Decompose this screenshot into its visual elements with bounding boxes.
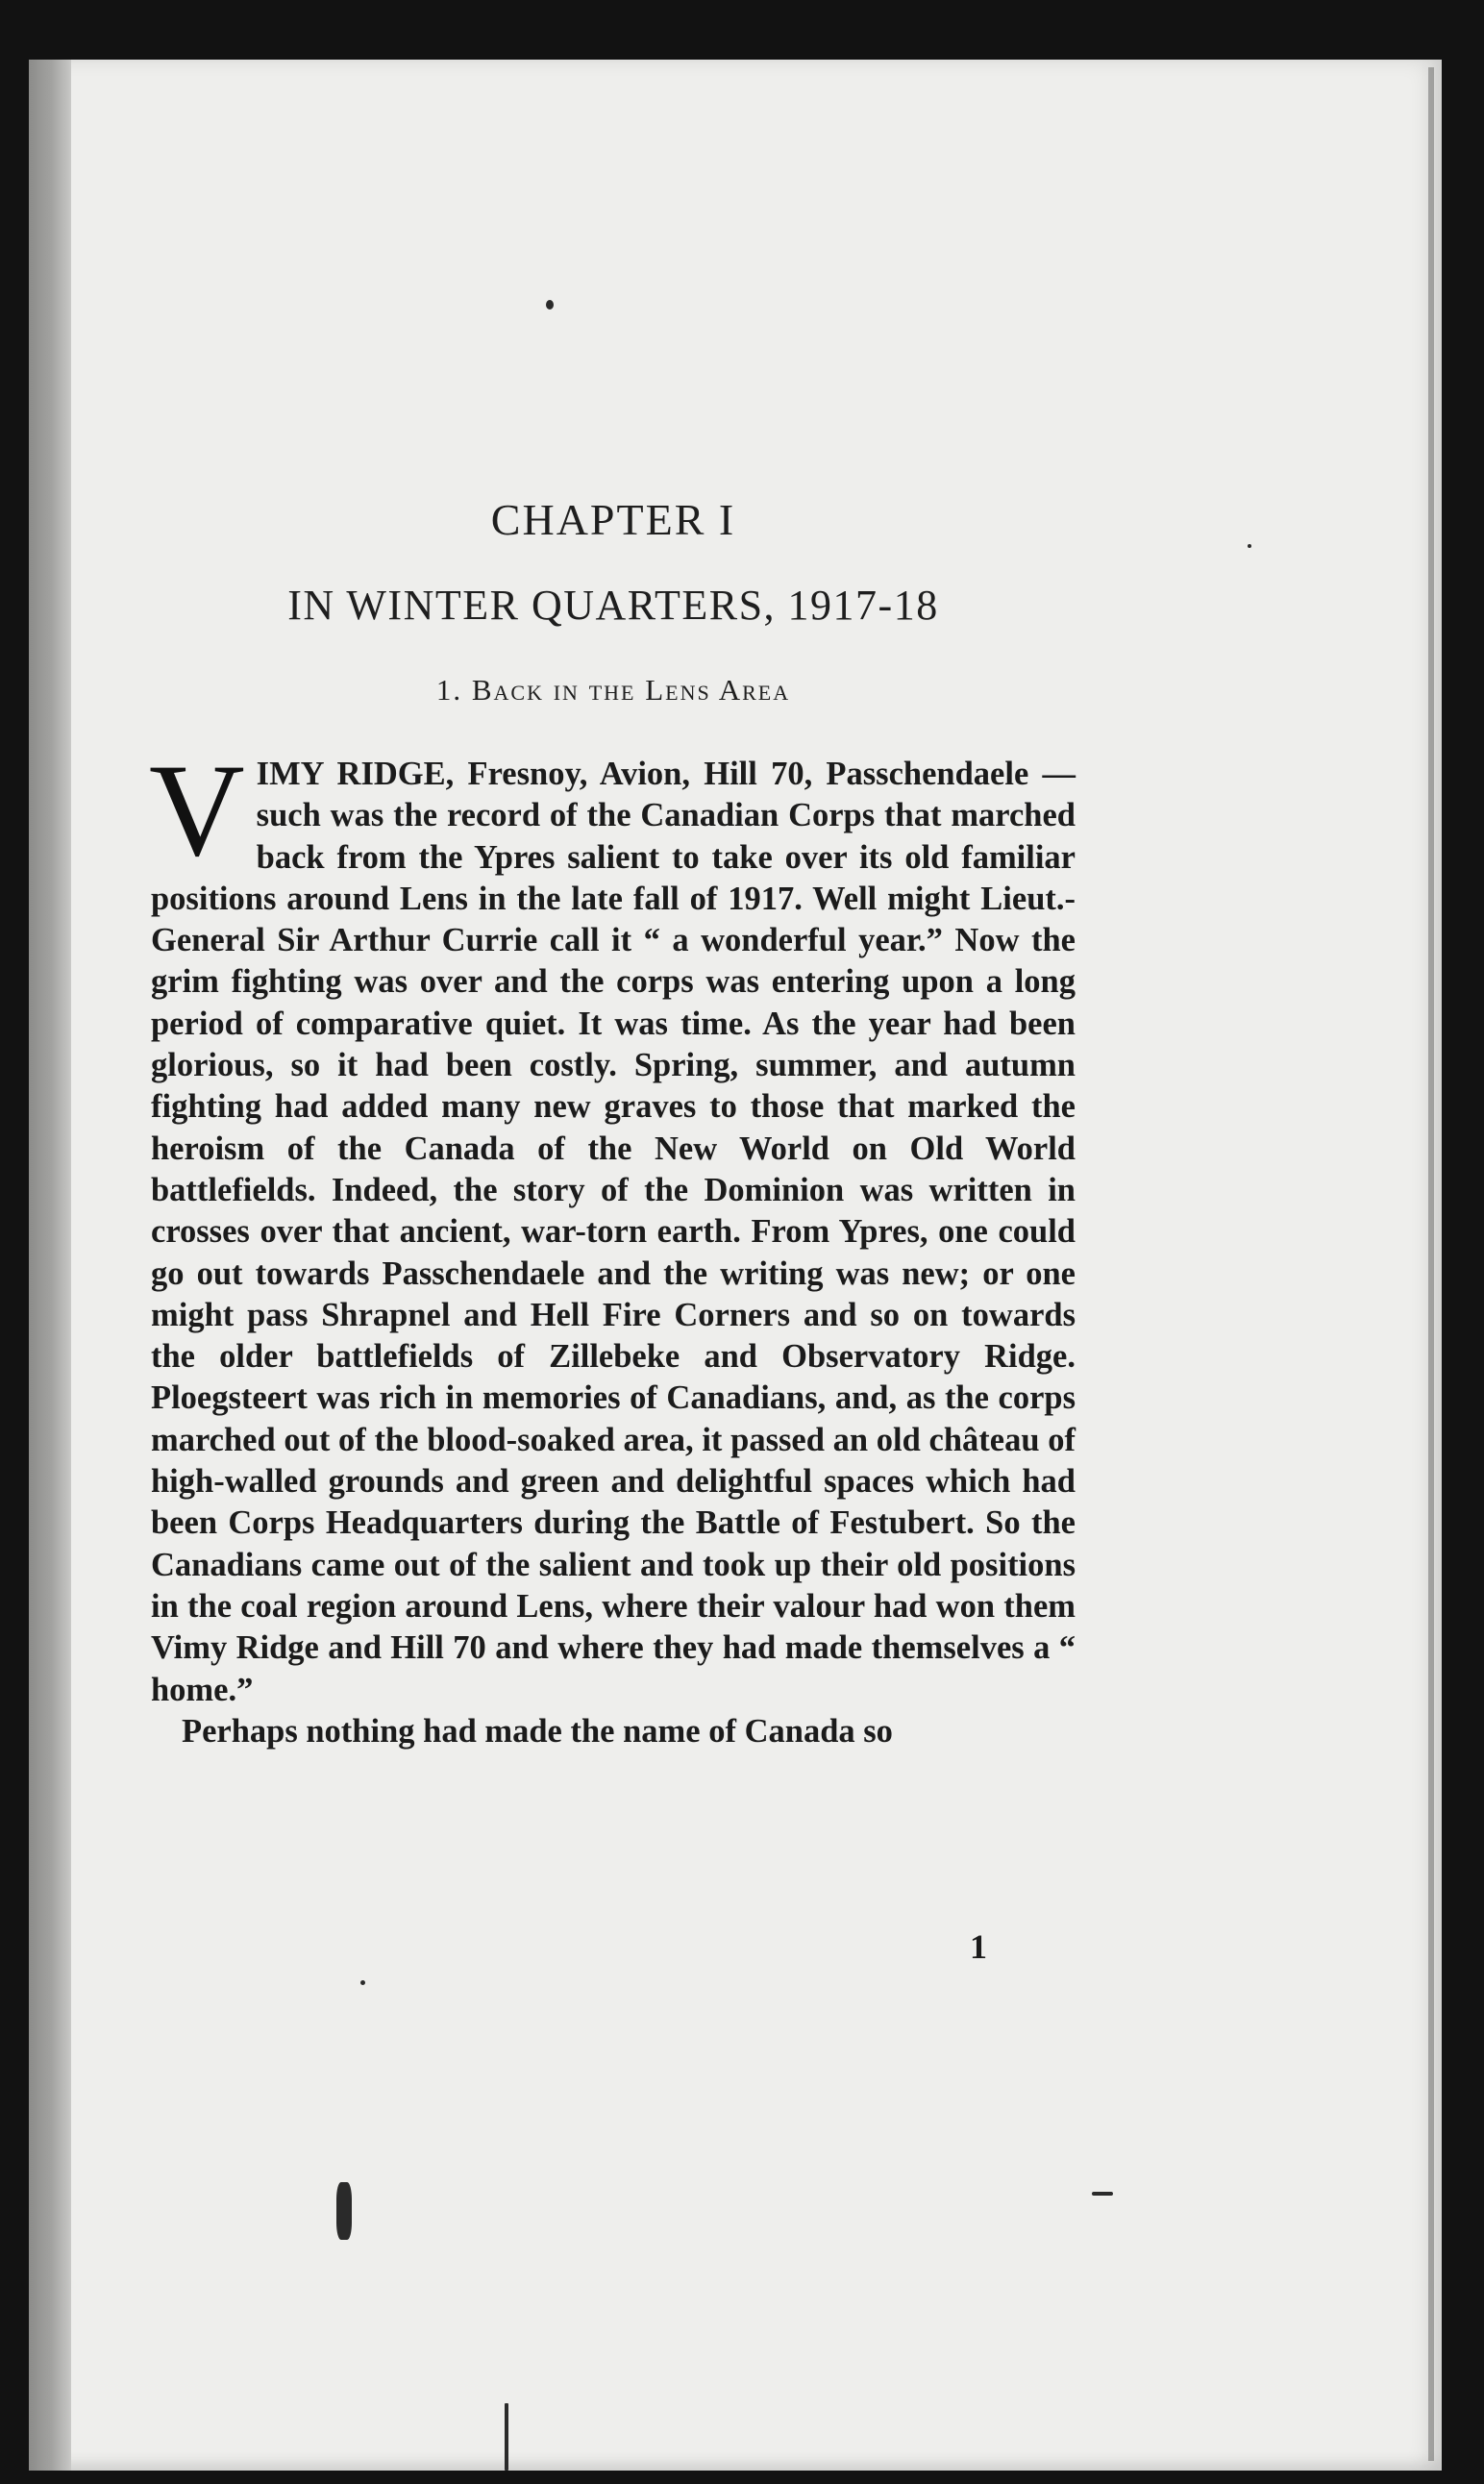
ink-speck — [360, 1980, 365, 1985]
ink-speck — [1248, 544, 1251, 548]
page-right-edge — [1428, 67, 1434, 2461]
chapter-title: IN WINTER QUARTERS, 1917-18 — [287, 582, 939, 629]
opening-paragraph — [149, 736, 1076, 1711]
ink-speck — [505, 2403, 508, 2471]
body-text — [149, 736, 1076, 1946]
ink-speck — [546, 300, 554, 310]
paragraph-1-text: IMY RIDGE, Fresnoy, Avion, Hill 70, Passchendaele — such was the record of the Canadian Corps that marched back from the Ypres salient to take over its old familiar positions around Lens in the late fall of 1917. Well might Lieut.-General Sir Arthur Currie call it “ a wonderful year.” Now the grim fighting was over and the corps was entering upon a long period of comparative quiet. It was time. As the year had been glorious, so it had been costly. Spring, summer, and autumn fighting had added many new graves to those that marked the heroism of the Canada of the New World on Old World battlefields. Indeed, the story of the Dominion was written in crosses over that ancient, war-torn earth. From Ypres, one could go out towards Passchendaele and the writing was new; or one might pass Shrapnel and Hell Fire Corners and so on towards the older battlefields of Zillebeke and Observatory Ridge. Ploegsteert was rich in memories of Canadians, and, as the corps marched out of the blood-soaked area, it passed an old château of high-walled grounds and green and delightful spaces which had been Corps Headquarters during the Battle of Festubert. So the Canadians came out of the salient and took up their old positions in the coal region around Lens, where their valour had won them Vimy Ridge and Hill 70 and where they had made themselves a “ home.” — [151, 756, 1076, 1708]
ink-speck — [1092, 2192, 1113, 2196]
chapter-label: CHAPTER I — [490, 495, 736, 544]
page-binding-edge — [29, 60, 71, 2471]
drop-cap: V — [149, 736, 245, 883]
second-paragraph: Perhaps nothing had made the name of Canada so — [182, 1712, 893, 1750]
page-number: 1 — [970, 1927, 987, 1966]
ink-speck — [336, 2182, 352, 2240]
section-title: 1. Back in the Lens Area — [435, 673, 791, 707]
